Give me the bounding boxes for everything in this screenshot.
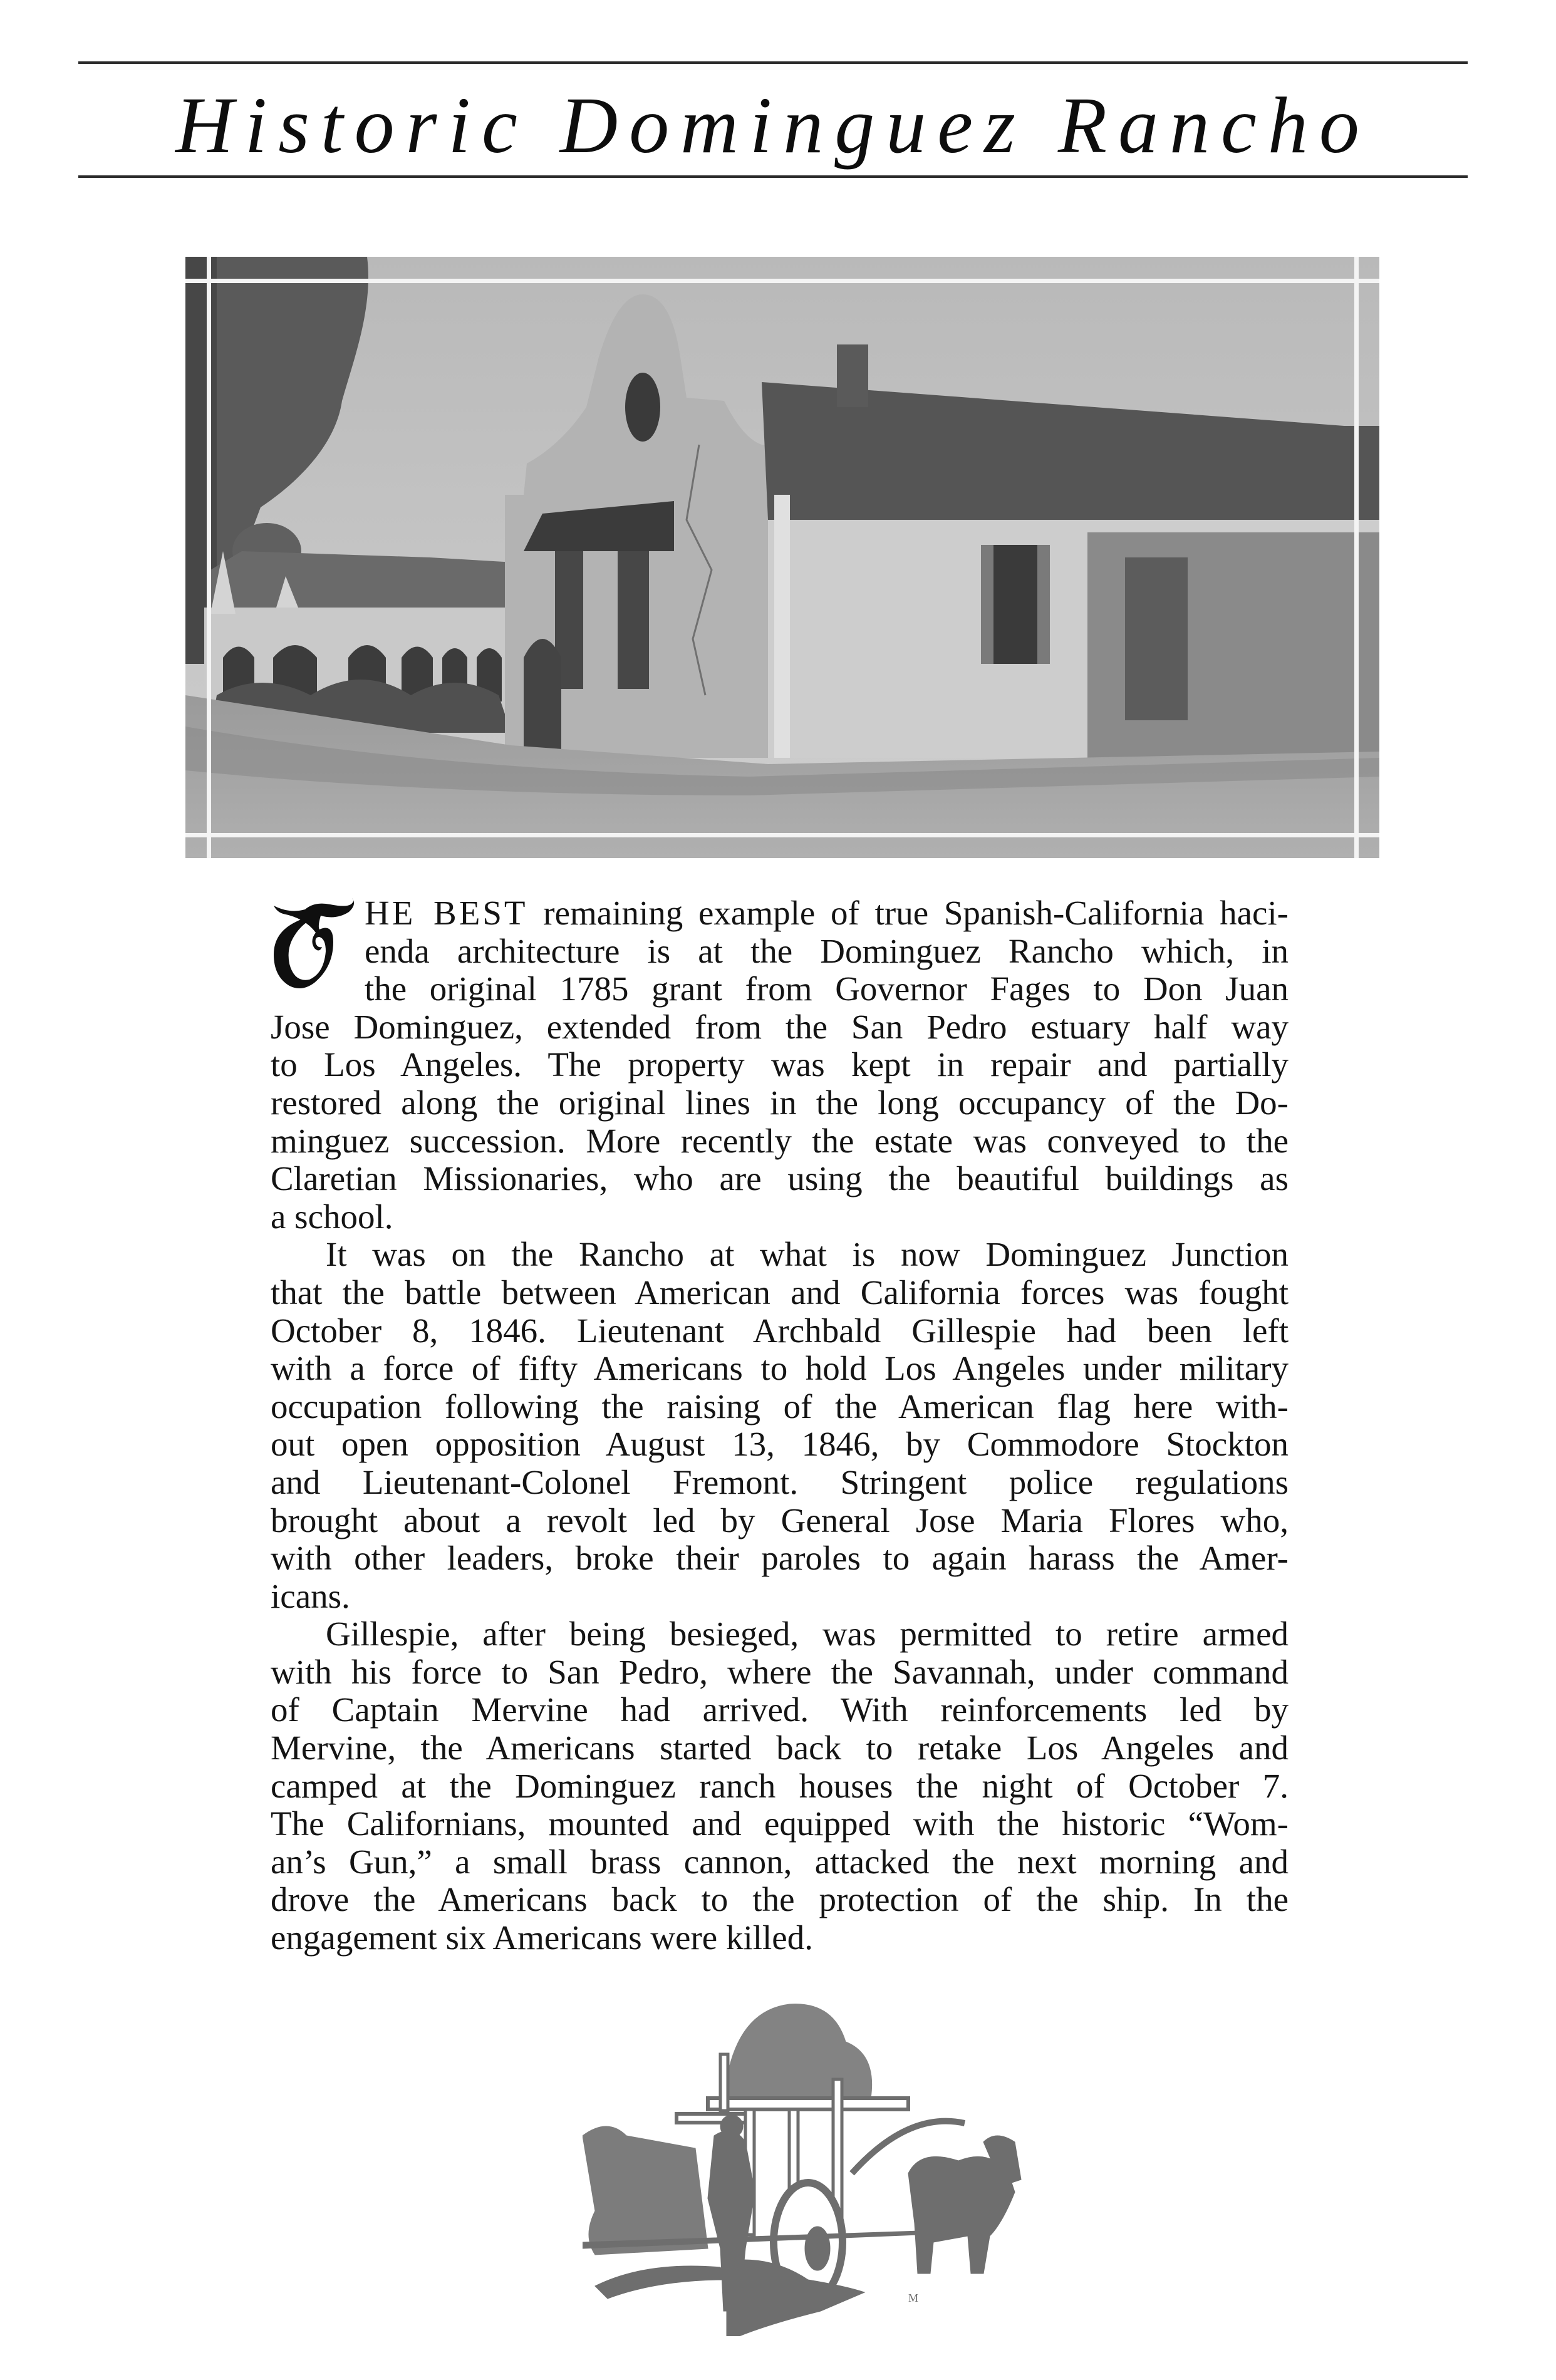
text-line: The Californians, mounted and equipped with the historic “Wom- bbox=[271, 1804, 1289, 1843]
text-line: of Captain Mervine had arrived. With reinforcements led by bbox=[271, 1690, 1289, 1729]
lead-small-caps: HE BEST bbox=[365, 894, 528, 932]
text-line: with his force to San Pedro, where the Savannah, under command bbox=[271, 1652, 1289, 1691]
hacienda-photo bbox=[185, 257, 1379, 858]
text-line: to Los Angeles. The property was kept in repair and partially bbox=[271, 1045, 1289, 1084]
drop-cap-t-icon bbox=[271, 898, 358, 992]
text-line: with other leaders, broke their paroles to again harass the Amer- bbox=[271, 1539, 1289, 1578]
header-top-rule bbox=[78, 61, 1468, 64]
photo-frame-left bbox=[207, 257, 211, 858]
text-line: that the battle between American and California forces was fought bbox=[271, 1273, 1289, 1312]
text-line: with a force of fifty Americans to hold Los Angeles under military bbox=[271, 1349, 1289, 1388]
photo-frame-bottom bbox=[185, 833, 1379, 837]
text-line: Claretian Missionaries, who are using the beautiful buildings as bbox=[271, 1159, 1289, 1198]
text-line: Mervine, the Americans started back to retake Los Angeles and bbox=[271, 1729, 1289, 1767]
text-line: and Lieutenant-Colonel Fremont. Stringent police regulations bbox=[271, 1462, 1289, 1501]
paragraph-1 bbox=[271, 894, 1289, 1236]
text-line: enda architecture is at the Dominguez Rancho which, in bbox=[365, 931, 1289, 970]
photo-frame-right bbox=[1354, 257, 1359, 858]
text-line: a school. bbox=[271, 1197, 393, 1236]
text-line: drove the Americans back to the protection of the ship. In the bbox=[271, 1880, 1289, 1919]
text-line: Jose Dominguez, extended from the San Pedro estuary half way bbox=[271, 1007, 1289, 1046]
text-line: HE BEST remaining example of true Spanish-California haci- bbox=[365, 894, 1289, 932]
text-line: occupation following the raising of the American flag here with- bbox=[271, 1387, 1289, 1425]
text-line: minguez succession. More recently the estate was conveyed to the bbox=[271, 1121, 1289, 1160]
text-line: engagement six Americans were killed. bbox=[271, 1918, 813, 1957]
artist-signature: M bbox=[908, 2292, 919, 2304]
article-body bbox=[271, 894, 1289, 1957]
text-line: brought about a revolt led by General Jose Maria Flores who, bbox=[271, 1501, 1289, 1539]
text-line: Gillespie, after being besieged, was permitted to retire armed bbox=[326, 1615, 1289, 1653]
text-line: October 8, 1846. Lieutenant Archbald Gillespie had been left bbox=[271, 1311, 1289, 1350]
text-line: restored along the original lines in the long occupancy of the Do- bbox=[271, 1083, 1289, 1122]
text-line: an’s Gun,” a small brass cannon, attacked the next morning and bbox=[271, 1842, 1289, 1881]
paragraph-3 bbox=[271, 1615, 1289, 1957]
carreta-illustration bbox=[583, 1985, 1034, 2336]
text-line: camped at the Dominguez ranch houses the night of October 7. bbox=[271, 1766, 1289, 1805]
header-bottom-rule bbox=[78, 175, 1468, 178]
text-line: the original 1785 grant from Governor Fages to Don Juan bbox=[365, 970, 1289, 1008]
photo-frame-top bbox=[185, 279, 1379, 283]
page-title: Historic Dominguez Rancho bbox=[175, 81, 1371, 170]
paragraph-2 bbox=[271, 1236, 1289, 1615]
text-line: icans. bbox=[271, 1576, 350, 1615]
text-line: out open opposition August 13, 1846, by Commodore Stockton bbox=[271, 1425, 1289, 1464]
text-line: It was on the Rancho at what is now Dominguez Junction bbox=[326, 1235, 1289, 1274]
